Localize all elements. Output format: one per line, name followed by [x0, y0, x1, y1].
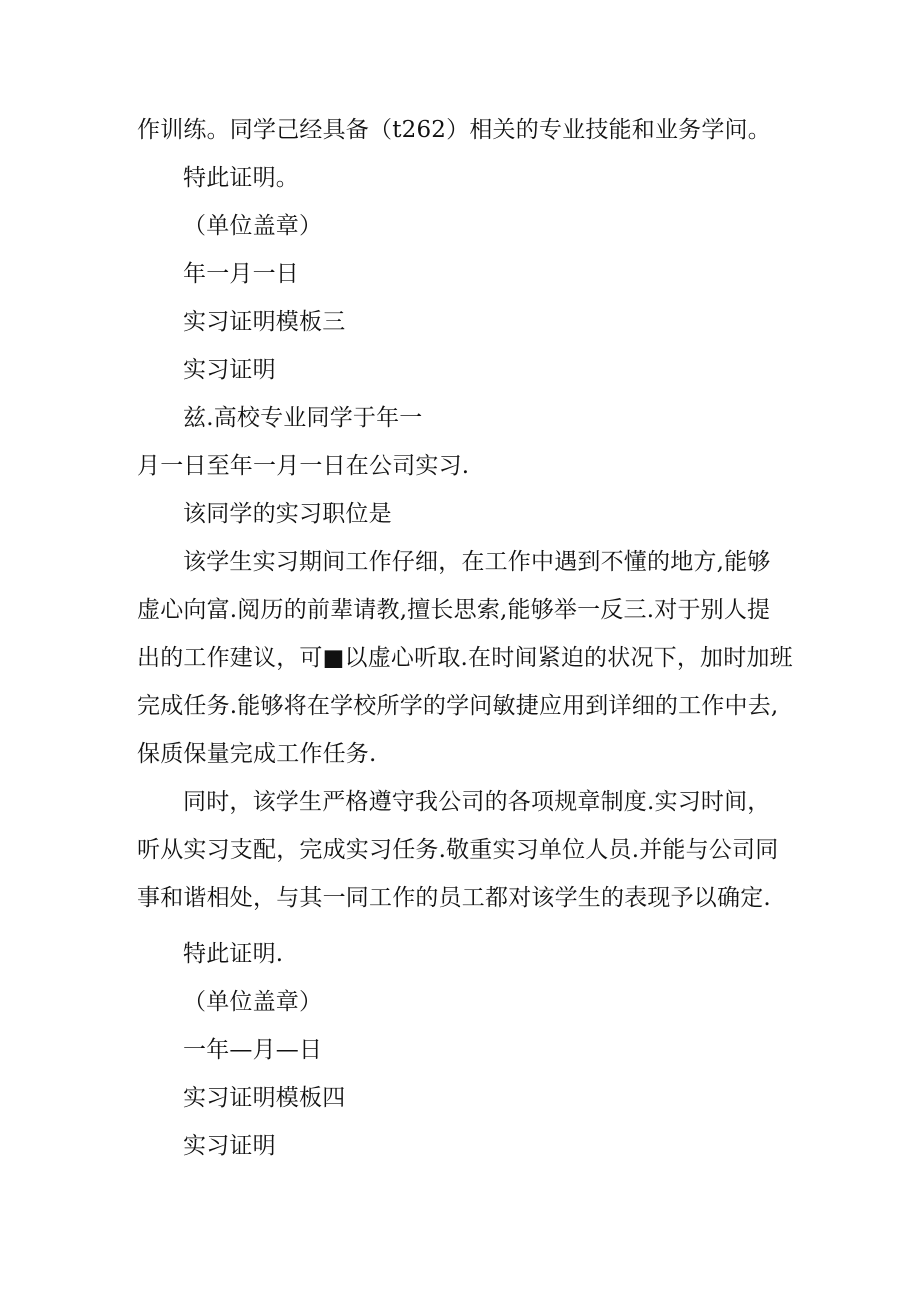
- paragraph-line: 月一日至年一月一日在公司实习.: [137, 453, 470, 479]
- paragraph-line: 事和谐相处，与其一同工作的员工都对该学生的表现予以确定.: [137, 885, 771, 911]
- closing-statement: 特此证明.: [183, 941, 284, 967]
- date-line: 一年—月—日: [183, 1037, 323, 1063]
- paragraph-line: 出的工作建议，可■以虚心听取.在时间紧迫的状况下，加时加班: [137, 645, 793, 671]
- closing-statement: 特此证明。: [183, 165, 299, 191]
- seal-placeholder: （单位盖章）: [183, 989, 323, 1015]
- paragraph-line: 听从实习支配，完成实习任务.敬重实习单位人员.并能与公司同: [137, 837, 779, 863]
- paragraph-line: 完成任务.能够将在学校所学的学问敏捷应用到详细的工作中去,: [137, 693, 779, 719]
- paragraph-line: 保质保量完成工作任务.: [137, 741, 377, 767]
- section-title: 实习证明模板四: [183, 1085, 346, 1111]
- paragraph-line: 兹.高校专业同学于年一: [183, 405, 423, 431]
- paragraph-line: 作训练。同学己经具备（t262）相关的专业技能和业务学问。: [137, 117, 771, 143]
- paragraph-line: 虚心向富.阅历的前辈请教,擅长思索,能够举一反三.对于别人提: [137, 597, 771, 623]
- paragraph-line: 该同学的实习职位是: [183, 501, 392, 527]
- date-line: 年一月一日: [183, 261, 299, 287]
- document-title: 实习证明: [183, 1133, 276, 1159]
- section-title: 实习证明模板三: [183, 309, 346, 335]
- paragraph-line: 该学生实习期间工作仔细，在工作中遇到不懂的地方,能够: [183, 549, 771, 575]
- paragraph-line: 同时，该学生严格遵守我公司的各项规章制度.实习时间，: [183, 789, 771, 815]
- seal-placeholder: （单位盖章）: [183, 213, 323, 239]
- document-title: 实习证明: [183, 357, 276, 383]
